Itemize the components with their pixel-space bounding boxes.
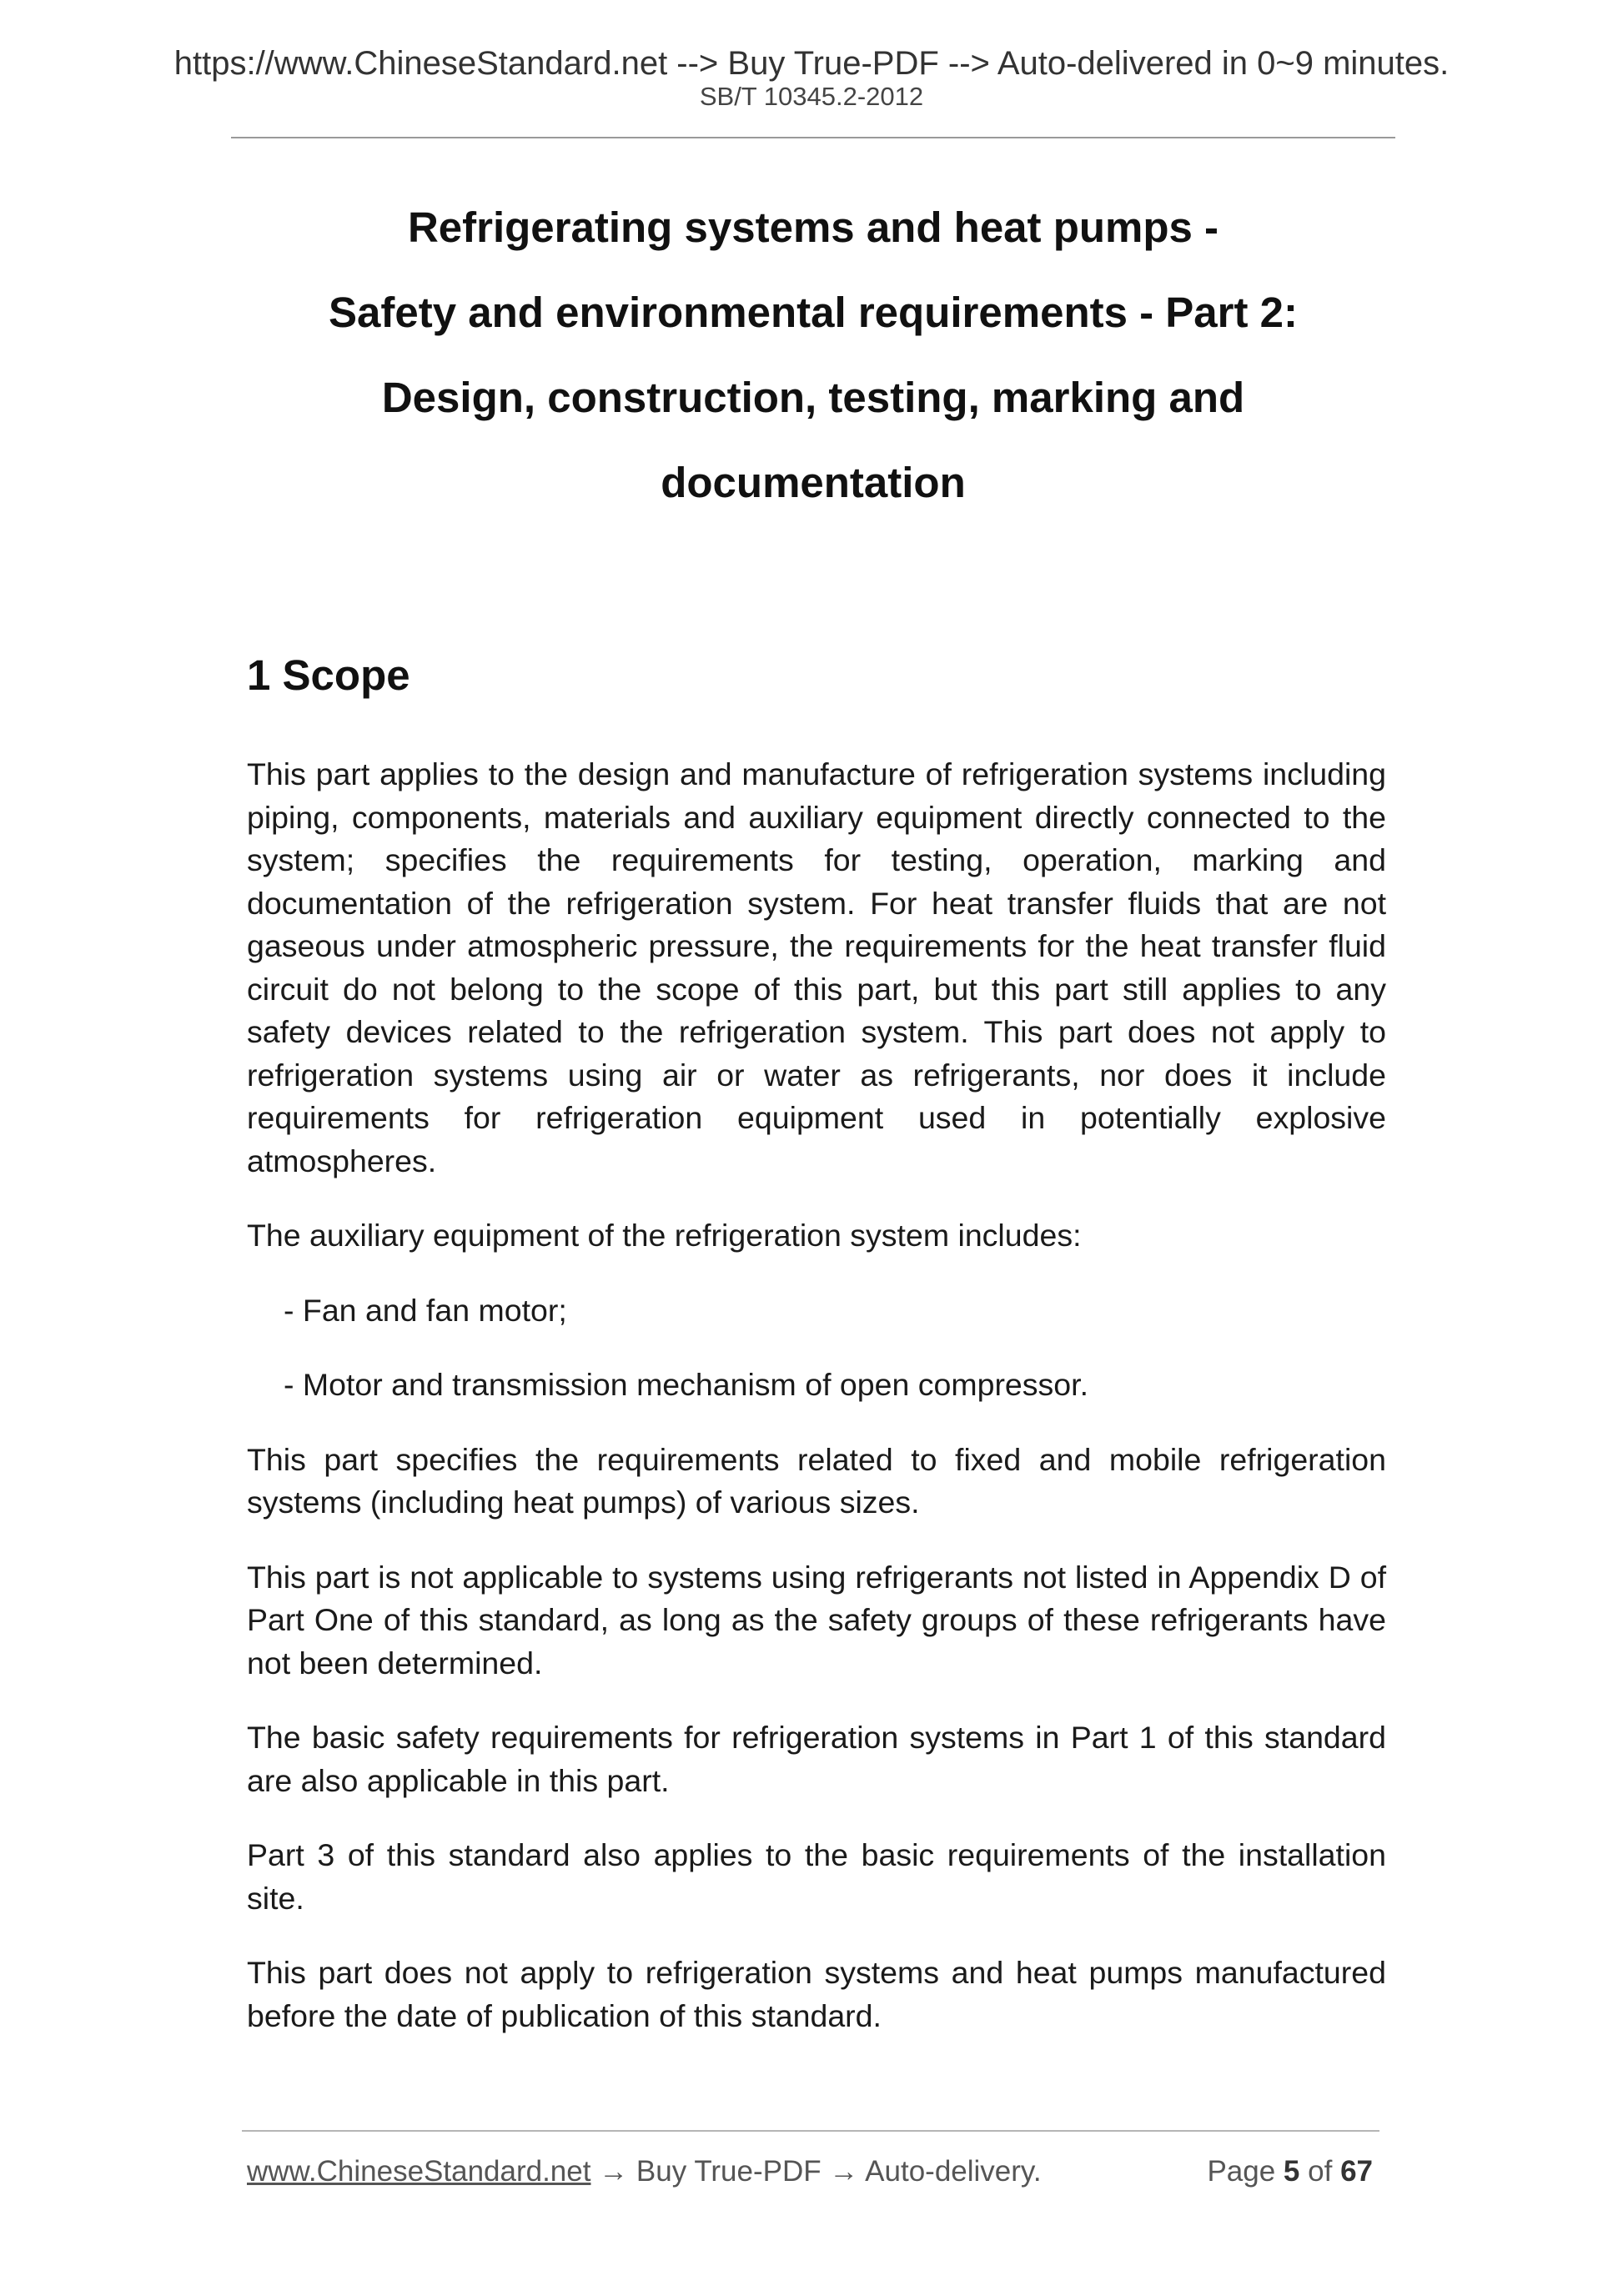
scope-paragraph-5: The basic safety requirements for refrigeration systems in Part 1 of this standard are also applicable in this part.: [247, 1720, 1386, 1798]
scope-paragraph-1: This part applies to the design and manufacture of refrigeration systems including piping, components, materials and auxiliary equipment directly connected to the system; specifies the requirements for testing, operation, marking and documentation of the refrigeration system. For heat transfer fluids that are not gaseous under atmospheric pressure, the requirements for the heat transfer fluid circuit do not belong to the scope of this part, but this part still applies to any safety devices related to the refrigeration system. This part does not apply to refrigeration systems using air or water as refrigerants, nor does it include requirements for refrigeration equipment used in potentially explosive atmospheres.: [247, 756, 1386, 1178]
list-item-motor: - Motor and transmission mechanism of open compressor.: [284, 1367, 1088, 1402]
of-label: of: [1308, 2155, 1333, 2188]
footer-tagline-text: → Buy True-PDF → Auto-delivery.: [590, 2155, 1042, 2188]
scope-paragraph-4: This part is not applicable to systems using refrigerants not listed in Appendix D of Part One of this standard, as long as the safety groups of these refrigerants have not been determined.: [247, 1559, 1386, 1681]
document-title: [231, 185, 1395, 525]
page-number: 5: [1283, 2155, 1300, 2188]
scope-paragraph-2: The auxiliary equipment of the refrigeration system includes:: [247, 1218, 1082, 1253]
header-url-banner: https://www.ChineseStandard.net --> Buy True-PDF --> Auto-delivered in 0~9 minutes.: [173, 45, 1450, 82]
footer-site-link[interactable]: www.ChineseStandard.net: [247, 2155, 591, 2188]
scope-body: [247, 753, 1386, 2069]
title-line-4: documentation: [661, 459, 966, 506]
title-line-3: Design, construction, testing, marking and: [381, 374, 1245, 421]
scope-paragraph-7: This part does not apply to refrigeration systems and heat pumps manufactured before the date of publication of this standard.: [247, 1955, 1386, 2033]
scope-paragraph-3: This part specifies the requirements related to fixed and mobile refrigeration systems (including heat pumps) of various sizes.: [247, 1441, 1386, 1520]
standard-code: SB/T 10345.2-2012: [699, 82, 924, 111]
title-line-2: Safety and environmental requirements - Part 2:: [329, 289, 1298, 336]
footer-divider: [242, 2130, 1379, 2132]
page-indicator: [1181, 2153, 1373, 2190]
section-heading-scope: 1 Scope: [247, 651, 410, 699]
title-line-1: Refrigerating systems and heat pumps -: [407, 203, 1219, 251]
page-total: 67: [1340, 2155, 1373, 2188]
header-divider: [231, 137, 1395, 138]
list-item-fan: - Fan and fan motor;: [284, 1292, 567, 1328]
page-label: Page: [1207, 2155, 1276, 2188]
footer-tagline: [247, 2153, 1042, 2190]
scope-paragraph-6: Part 3 of this standard also applies to the basic requirements of the installation site.: [247, 1837, 1386, 1916]
